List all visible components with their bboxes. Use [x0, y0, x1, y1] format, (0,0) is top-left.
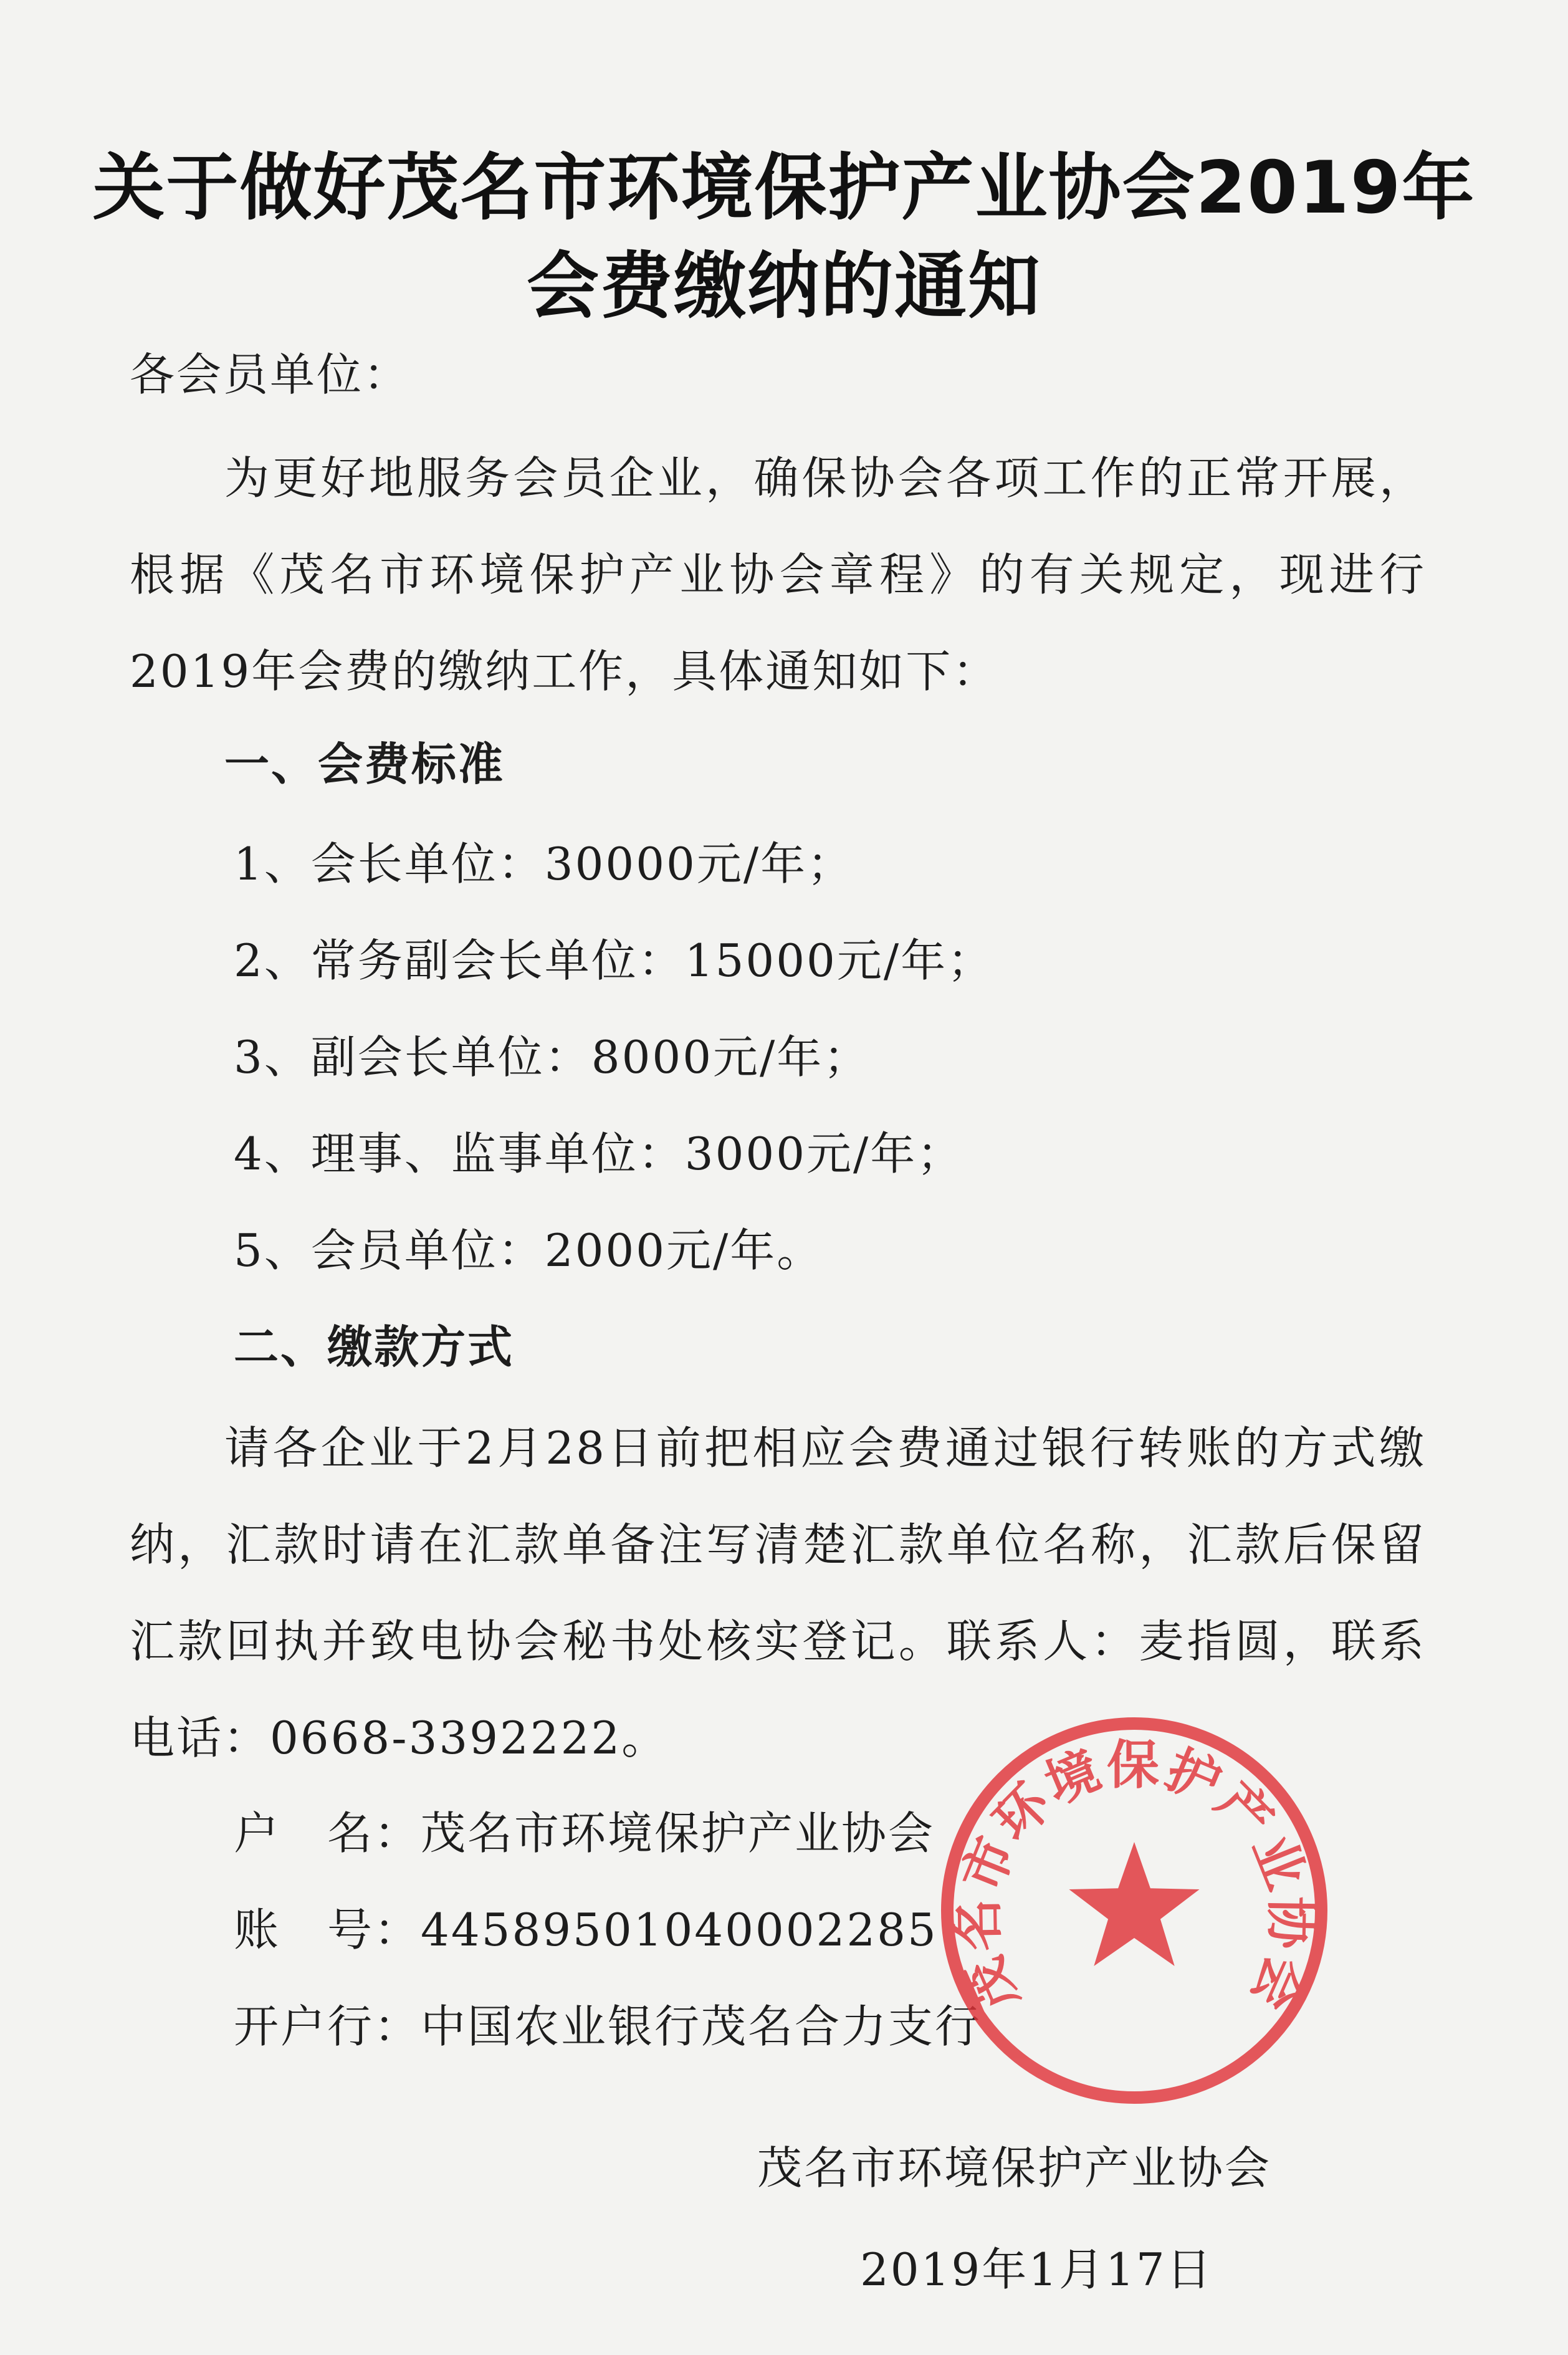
section-1-heading: 一、会费标准 [224, 738, 505, 790]
account-number-label: 账 号： [234, 1904, 421, 1956]
fee-item-3: 3、副会长单位：8000元/年； [234, 1031, 871, 1083]
account-name-row [234, 1807, 935, 1859]
seal-star-icon [1069, 1842, 1199, 1966]
fee-item-2: 2、常务副会长单位：15000元/年； [234, 934, 995, 987]
account-bank-row [234, 2000, 982, 2053]
fee-item-4: 4、理事、监事单位：3000元/年； [234, 1128, 964, 1180]
account-name-value: 茂名市环境保护产业协会 [421, 1807, 935, 1859]
signature-date: 2019年1月17日 [860, 2243, 1213, 2296]
account-number-value: 44589501040002285 [421, 1904, 938, 1956]
account-number-row [234, 1904, 938, 1956]
seal-text: 茂名市环境保护产业协会 [946, 1734, 1322, 2022]
account-bank-label: 开户行： [234, 2000, 421, 2053]
signature-org: 茂名市环境保护产业协会 [757, 2142, 1272, 2194]
intro-paragraph: 为更好地服务会员企业，确保协会各项工作的正常开展，根据《茂名市环境保护产业协会章程》的有关规定，现进行2019年会费的缴纳工作，具体通知如下： [130, 452, 1426, 698]
account-bank-value: 中国农业银行茂名合力支行 [421, 2000, 982, 2053]
official-seal-stamp [935, 1711, 1334, 2110]
account-name-label: 户 名： [234, 1807, 421, 1859]
salutation: 各会员单位： [130, 348, 411, 401]
payment-paragraph: 请各企业于2月28日前把相应会费通过银行转账的方式缴纳，汇款时请在汇款单备注写清楚汇款单位名称，汇款后保留汇款回执并致电协会秘书处核实登记。联系人：麦指圆，联系电话：0668-3392222。 [130, 1422, 1426, 1764]
fee-item-5: 5、会员单位：2000元/年。 [234, 1224, 824, 1277]
title-line-1: 关于做好茂名市环境保护产业协会2019年 [92, 146, 1476, 230]
title-line-2: 会费缴纳的通知 [527, 244, 1041, 329]
section-2-heading: 二、缴款方式 [234, 1321, 515, 1373]
fee-item-1: 1、会长单位：30000元/年； [234, 838, 854, 890]
